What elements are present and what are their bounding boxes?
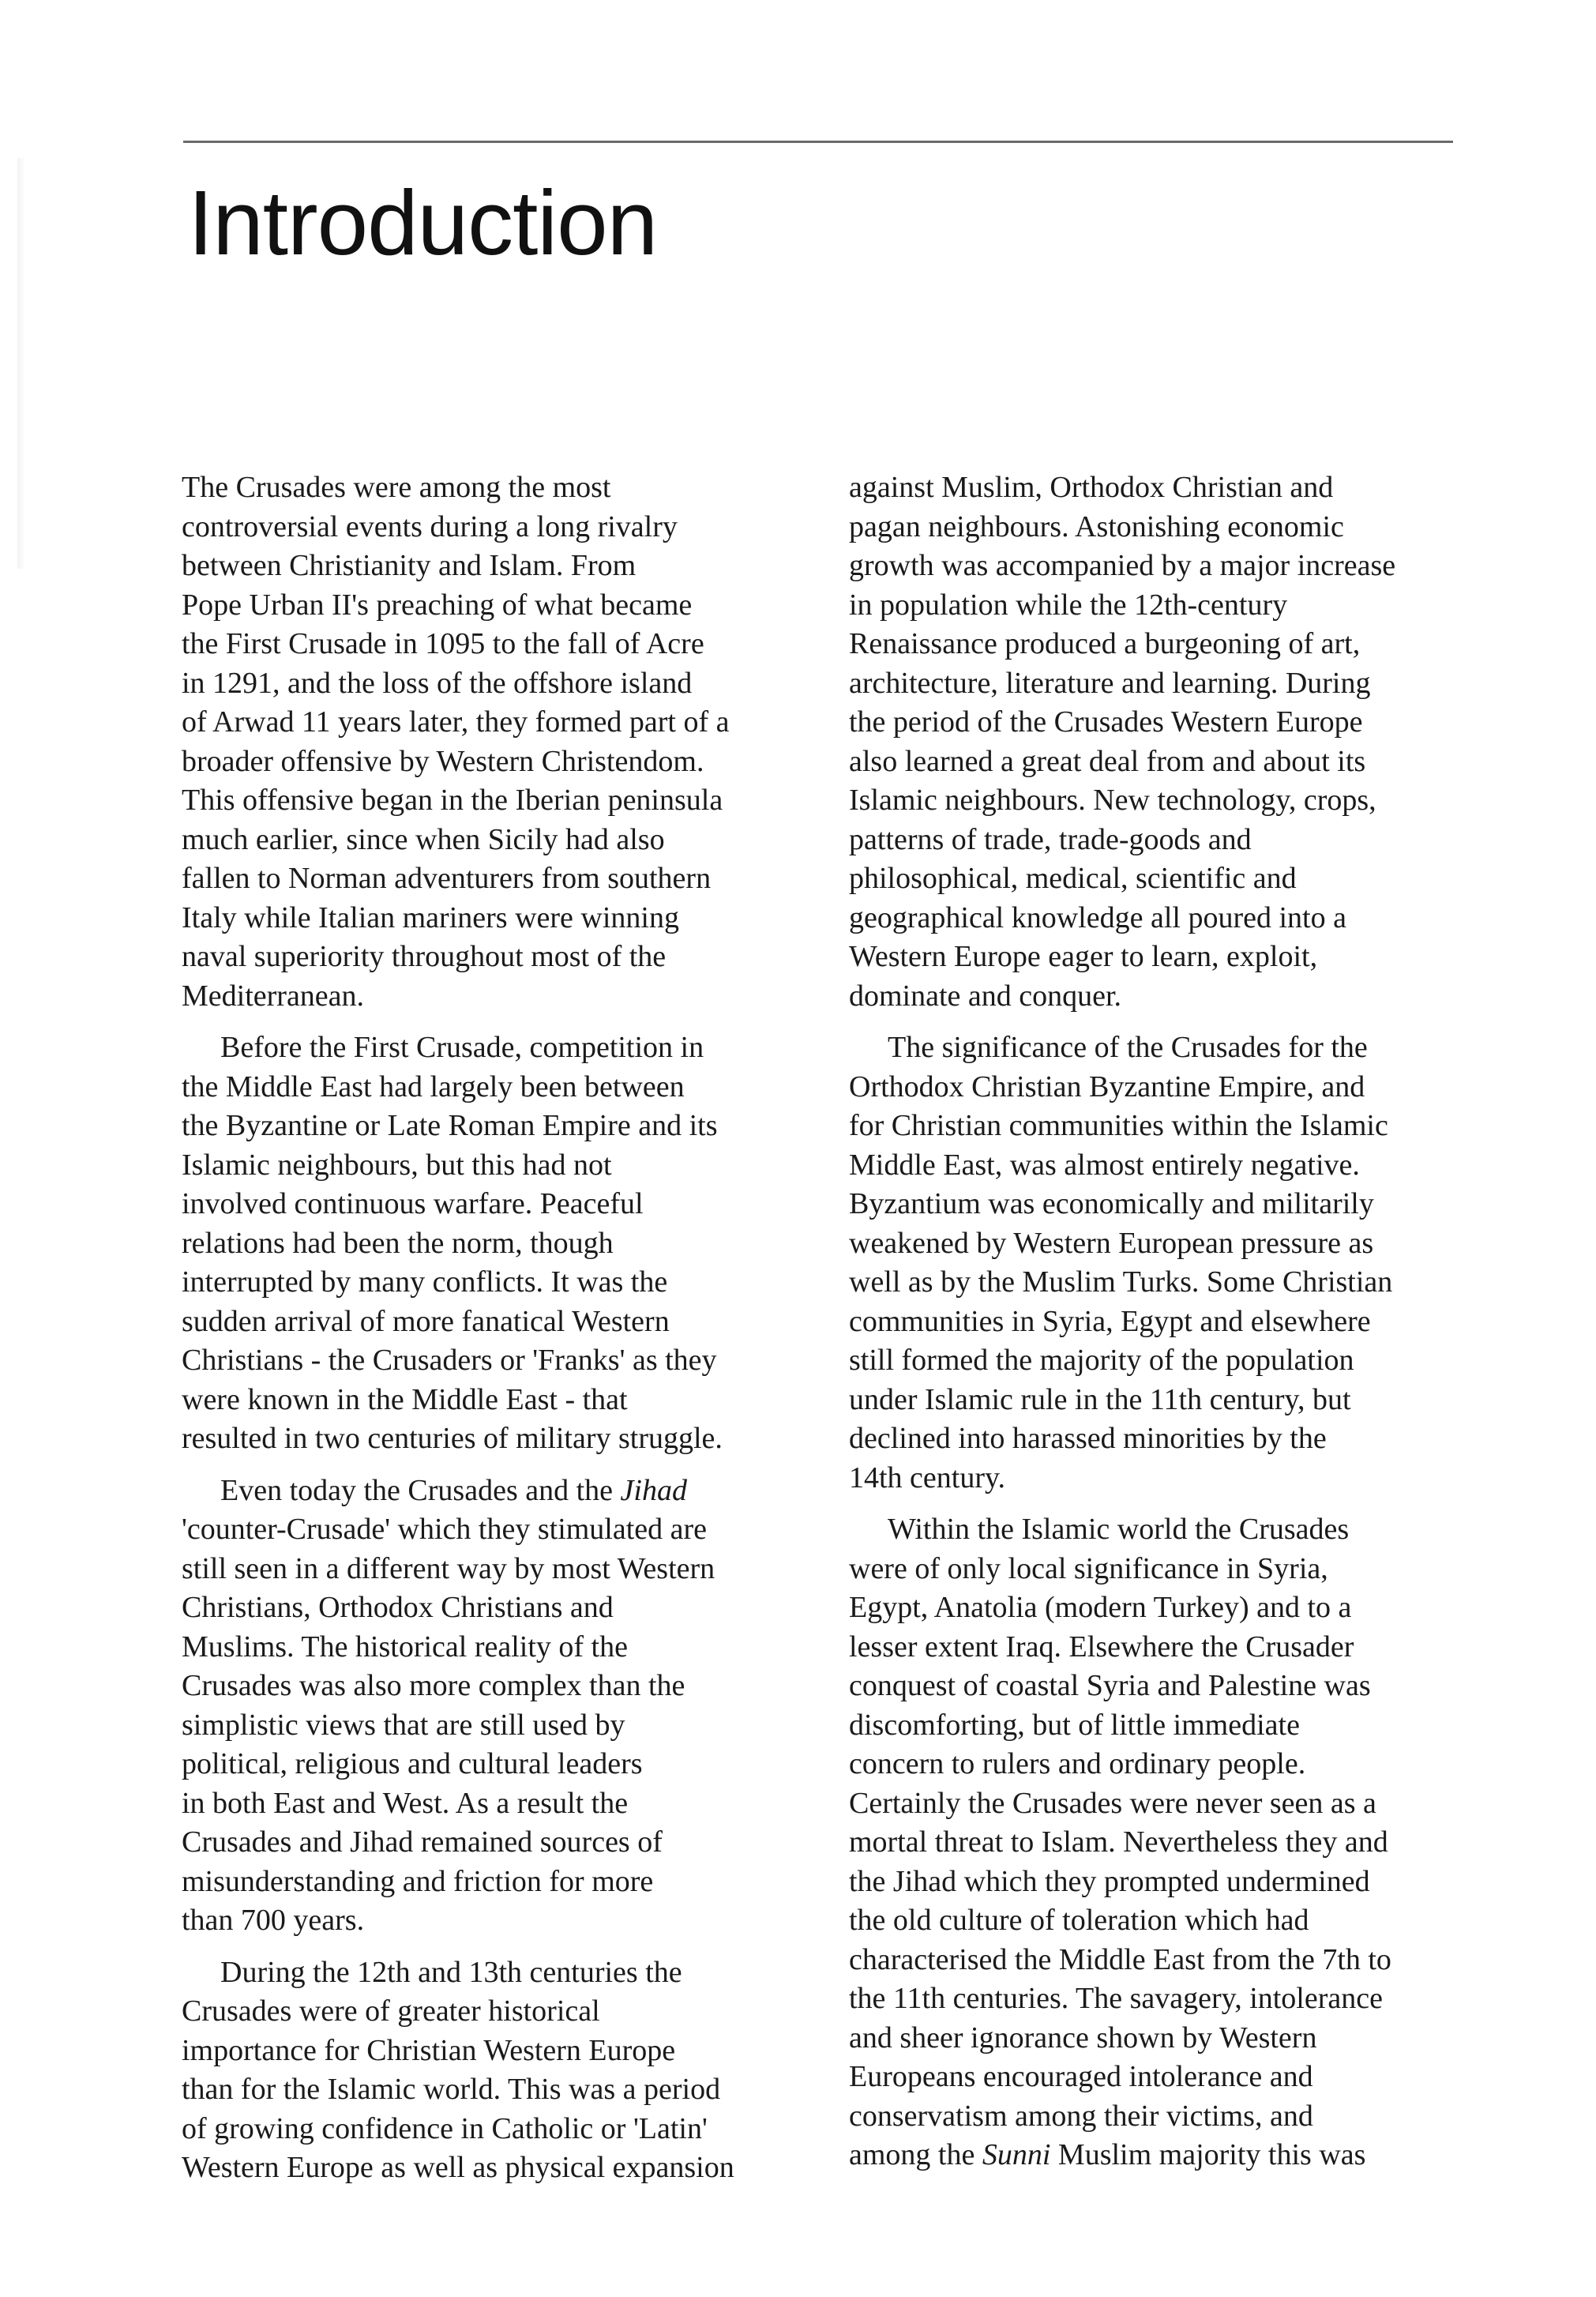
- text-line: Europeans encouraged intolerance and: [849, 2060, 1313, 2093]
- text-line: the Byzantine or Late Roman Empire and its: [182, 1109, 718, 1142]
- text-line: the Jihad which they prompted undermined: [849, 1864, 1370, 1898]
- text-line: for Christian communities within the Islamic: [849, 1109, 1388, 1142]
- text-line: under Islamic rule in the 11th century, but: [849, 1382, 1351, 1416]
- paragraph-3: [182, 1472, 790, 1941]
- text-line: [182, 1472, 790, 1511]
- paragraph-5: [849, 468, 1457, 1016]
- text-line: relations had been the norm, though: [182, 1226, 614, 1260]
- text-line: still formed the majority of the population: [849, 1344, 1354, 1377]
- text-line: against Muslim, Orthodox Christian and: [849, 471, 1334, 504]
- text-line: Crusades was also more complex than the: [182, 1669, 685, 1702]
- text-run: among the: [849, 2138, 982, 2171]
- text-line: Islamic neighbours. New technology, crops,: [849, 784, 1376, 817]
- text-line: patterns of trade, trade-goods and: [849, 822, 1252, 856]
- text-line: well as by the Muslim Turks. Some Christian: [849, 1265, 1393, 1299]
- text-line: much earlier, since when Sicily had also: [182, 822, 665, 856]
- text-line: The significance of the Crusades for the: [888, 1031, 1368, 1064]
- text-line: Western Europe eager to learn, exploit,: [849, 940, 1318, 973]
- text-line: than 700 years.: [182, 1904, 365, 1937]
- text-line: growth was accompanied by a major increase: [849, 549, 1396, 582]
- header-rule: [183, 141, 1453, 143]
- text-line: Crusades were of greater historical: [182, 1994, 600, 2028]
- text-line: The Crusades were among the most: [182, 471, 611, 504]
- text-line: During the 12th and 13th centuries the: [220, 1955, 682, 1989]
- text-line: were known in the Middle East - that: [182, 1382, 628, 1416]
- text-line: broader offensive by Western Christendom.: [182, 744, 704, 778]
- text-line: sudden arrival of more fanatical Western: [182, 1304, 670, 1338]
- text-line: 'counter-Crusade' which they stimulated are: [182, 1513, 708, 1546]
- text-line: naval superiority throughout most of the: [182, 940, 667, 973]
- text-line: conquest of coastal Syria and Palestine was: [849, 1669, 1371, 1702]
- text-line: conservatism among their victims, and: [849, 2099, 1313, 2133]
- text-line: characterised the Middle East from the 7th to: [849, 1942, 1391, 1976]
- text-line: [849, 2136, 1457, 2175]
- scan-edge-shadow: [17, 158, 25, 569]
- text-line: communities in Syria, Egypt and elsewhere: [849, 1304, 1371, 1338]
- paragraph-7: [849, 1510, 1457, 2175]
- text-line: Christians, Orthodox Christians and: [182, 1591, 614, 1624]
- text-line: in 1291, and the loss of the offshore island: [182, 666, 693, 700]
- text-line: Islamic neighbours, but this had not: [182, 1148, 612, 1182]
- text-line: Crusades and Jihad remained sources of: [182, 1825, 663, 1859]
- text-line: the Middle East had largely been between: [182, 1070, 685, 1103]
- text-line: Muslims. The historical reality of the: [182, 1630, 628, 1664]
- text-line: misunderstanding and friction for more: [182, 1864, 654, 1898]
- text-line: 14th century.: [849, 1461, 1006, 1494]
- text-line: Before the First Crusade, competition in: [220, 1031, 704, 1064]
- text-line: Mediterranean.: [182, 979, 365, 1013]
- text-line: geographical knowledge all poured into a: [849, 900, 1346, 934]
- text-line: of growing confidence in Catholic or 'Latin': [182, 2111, 708, 2145]
- text-line: Certainly the Crusades were never seen as a: [849, 1786, 1376, 1820]
- text-line: Egypt, Anatolia (modern Turkey) and to a: [849, 1591, 1352, 1624]
- text-run: Even today the Crusades and the: [220, 1473, 621, 1507]
- text-line: of Arwad 11 years later, they formed part of a: [182, 705, 730, 739]
- text-line: Renaissance produced a burgeoning of art,: [849, 627, 1361, 660]
- text-line: dominate and conquer.: [849, 979, 1122, 1013]
- paragraph-4: [182, 1953, 790, 2188]
- text-line: architecture, literature and learning. During: [849, 666, 1371, 700]
- text-line: than for the Islamic world. This was a period: [182, 2073, 721, 2106]
- text-line: and sheer ignorance shown by Western: [849, 2021, 1317, 2055]
- text-line: declined into harassed minorities by the: [849, 1422, 1327, 1455]
- text-line: Christians - the Crusaders or 'Franks' as they: [182, 1344, 717, 1377]
- text-line: between Christianity and Islam. From: [182, 549, 637, 582]
- text-line: Orthodox Christian Byzantine Empire, and: [849, 1070, 1365, 1103]
- paragraph-2: [182, 1028, 790, 1459]
- text-line: the period of the Crusades Western Europe: [849, 705, 1363, 739]
- text-line: This offensive began in the Iberian peninsula: [182, 784, 723, 817]
- text-line: the First Crusade in 1095 to the fall of Acre: [182, 627, 704, 660]
- text-line: also learned a great deal from and about its: [849, 744, 1366, 778]
- page-title: Introduction: [188, 171, 658, 274]
- text-line: involved continuous warfare. Peaceful: [182, 1187, 644, 1220]
- text-line: the old culture of toleration which had: [849, 1904, 1309, 1937]
- text-line: Pope Urban II's preaching of what became: [182, 588, 693, 622]
- text-line: in population while the 12th-century: [849, 588, 1288, 622]
- paragraph-6: [849, 1028, 1457, 1498]
- text-line: Middle East, was almost entirely negative.: [849, 1148, 1360, 1182]
- text-line: still seen in a different way by most Western: [182, 1551, 715, 1585]
- text-line: interrupted by many conflicts. It was the: [182, 1265, 668, 1299]
- text-line: mortal threat to Islam. Nevertheless they and: [849, 1825, 1388, 1859]
- paragraph-1: [182, 468, 790, 1016]
- text-line: were of only local significance in Syria,: [849, 1551, 1328, 1585]
- text-line: the 11th centuries. The savagery, intolerance: [849, 1982, 1383, 2015]
- italic-term-sunni: Sunni: [982, 2138, 1051, 2171]
- text-line: controversial events during a long rivalry: [182, 509, 678, 543]
- text-line: weakened by Western European pressure as: [849, 1226, 1374, 1260]
- text-line: Western Europe as well as physical expansion: [182, 2151, 734, 2184]
- text-line: discomforting, but of little immediate: [849, 1708, 1300, 1742]
- text-line: simplistic views that are still used by: [182, 1708, 625, 1742]
- text-line: philosophical, medical, scientific and: [849, 862, 1297, 895]
- italic-term-jihad: Jihad: [620, 1473, 687, 1507]
- text-line: fallen to Norman adventurers from southern: [182, 862, 712, 895]
- text-line: Byzantium was economically and militarily: [849, 1187, 1374, 1220]
- text-line: Within the Islamic world the Crusades: [888, 1513, 1350, 1546]
- text-line: pagan neighbours. Astonishing economic: [849, 509, 1344, 543]
- text-line: resulted in two centuries of military struggle.: [182, 1422, 723, 1455]
- text-line: in both East and West. As a result the: [182, 1786, 629, 1820]
- text-line: importance for Christian Western Europe: [182, 2033, 676, 2067]
- text-line: political, religious and cultural leaders: [182, 1747, 643, 1780]
- right-column: [849, 468, 1457, 2188]
- text-line: Italy while Italian mariners were winning: [182, 900, 679, 934]
- left-column: [182, 468, 790, 2201]
- text-line: concern to rulers and ordinary people.: [849, 1747, 1306, 1780]
- text-line: lesser extent Iraq. Elsewhere the Crusader: [849, 1630, 1354, 1664]
- text-run: Muslim majority this was: [1050, 2138, 1366, 2171]
